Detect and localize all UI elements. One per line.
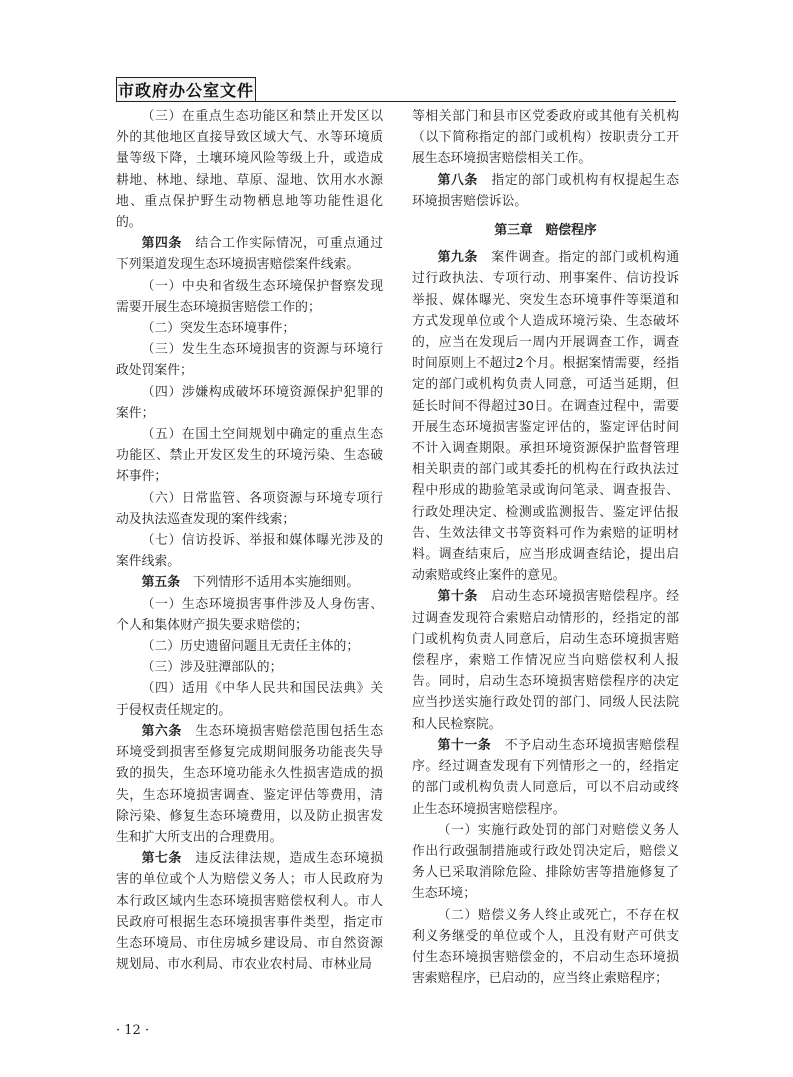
paragraph-text: （四）涉嫌构成破坏环境资源保护犯罪的案件； <box>116 384 383 421</box>
paragraph <box>116 276 383 318</box>
article-label: 第十条 <box>437 589 478 605</box>
article-paragraph <box>412 586 679 734</box>
paragraph <box>116 339 383 381</box>
paragraph <box>116 424 383 488</box>
paragraph-text: 结合工作实际情况，可重点通过下列渠道发现生态环境损害赔偿案件线索。 <box>116 236 384 273</box>
document-series-label <box>116 77 256 102</box>
paragraph-text: 等相关部门和县市区党委政府或其他有关机构（以下简称指定的部门或机构）按职责分工开展生态环境损害赔偿相关工作。 <box>412 109 679 167</box>
paragraph <box>412 905 679 990</box>
paragraph-text: （二）突发生态环境事件； <box>141 321 296 337</box>
paragraph-text: 指定的部门或机构有权提起生态环境损害赔偿诉讼。 <box>412 172 680 209</box>
paragraph-text: （三）涉及驻潭部队的； <box>141 660 283 676</box>
paragraph <box>116 382 383 424</box>
paragraph-text: （一）生态环境损害事件涉及人身伤害、个人和集体财产损失要求赔偿的； <box>116 596 383 633</box>
article-label: 第七条 <box>141 851 182 867</box>
paragraph-text: （二）赔偿义务人终止或死亡，不存在权利义务继受的单位或个人，且没有财产可供支付生态环境损害赔偿金的，不启动生态环境损害索赔程序，已启动的，应当终止索赔程序； <box>412 907 679 987</box>
paragraph <box>412 820 679 905</box>
paragraph-text: 违反法律法规，造成生态环境损害的单位或个人为赔偿义务人；市人民政府为本行政区域内生态环境损害赔偿权利人。市人民政府可根据生态环境损害事件类型，指定市生态环境局、市住房城乡建设局、市自然资源规划局、市水利局、市农业农村局、市林业局 <box>116 851 384 973</box>
paragraph-text: （五）在国土空间规划中确定的重点生态功能区、禁止开发区发生的环境污染、生态破坏事件； <box>116 427 383 485</box>
article-paragraph <box>412 247 679 586</box>
article-paragraph <box>412 170 679 212</box>
paragraph-text: （三）在重点生态功能区和禁止开发区以外的其他地区直接导致区域大气、水等环境质量等级下降，土壤环境风险等级上升，或造成耕地、林地、绿地、草原、湿地、饮用水水源地、重点保护野生动物栖息地等功能性退化的。 <box>116 109 383 231</box>
article-paragraph <box>116 848 383 975</box>
article-paragraph <box>116 233 383 275</box>
article-label: 第九条 <box>437 250 478 266</box>
paragraph <box>116 530 383 572</box>
article-paragraph <box>116 721 383 848</box>
paragraph-text: 不予启动生态环境损害赔偿程序。经过调查发现有下列情形之一的，经指定的部门或机构负责人同意后，可以不启动或终止生态环境损害赔偿程序。 <box>412 737 680 817</box>
paragraph-text: （一）实施行政处罚的部门对赔偿义务人作出行政强制措施或行政处罚决定后，赔偿义务人已采取消除危险、排除妨害等措施修复了生态环境； <box>412 822 679 902</box>
article-label: 第四条 <box>141 236 182 252</box>
paragraph-text: （二）历史遗留问题且无责任主体的； <box>141 639 360 655</box>
paragraph-text: 下列情形不适用本实施细则。 <box>192 575 360 591</box>
document-series-title: 市政府办公室文件 <box>117 81 254 100</box>
paragraph-text: 启动生态环境损害赔偿程序。经过调查发现符合索赔启动情形的，经指定的部门或机构负责人同意后，启动生态环境损害赔偿程序，索赔工作情况应当向赔偿权利人报告。同时，启动生态环境损害赔偿程序的决定应当抄送实施行政处罚的部门、同级人民法院和人民检察院。 <box>412 589 680 732</box>
article-label: 第六条 <box>141 723 182 739</box>
article-label: 第五条 <box>141 575 180 591</box>
header-rule <box>116 101 676 102</box>
paragraph <box>116 106 383 233</box>
chapter-heading: 第三章 赔偿程序 <box>494 223 597 239</box>
paragraph-text: 生态环境损害赔偿范围包括生态环境受到损害至修复完成期间服务功能丧失导致的损失，生态环境功能永久性损害造成的损失，生态环境损害调查、鉴定评估等费用，清除污染、修复生态环境费用，以及防止损害发生和扩大所支出的合理费用。 <box>116 723 384 845</box>
paragraph <box>116 678 383 720</box>
paragraph-text: （四）适用《中华人民共和国民法典》关于侵权责任规定的。 <box>116 681 383 718</box>
article-label: 第八条 <box>437 172 478 188</box>
article-paragraph <box>412 735 679 820</box>
paragraph-text: （三）发生生态环境损害的资源与环境行政处罚案件； <box>116 342 383 379</box>
right-column <box>412 106 679 989</box>
article-paragraph <box>116 572 383 593</box>
paragraph-text: 案件调查。指定的部门或机构通过行政执法、专项行动、刑事案件、信访投诉举报、媒体曝光、突发生态环境事件等渠道和方式发现单位或个人造成环境污染、生态破坏的，应当在发现后一周内开展调查工作，调查时间原则上不超过2个月。根据案情需要，经指定的部门或机构负责人同意，可适当延期，但延长时间不得超过30日。在调查过程中，需要开展生态环境损害鉴定评估的，鉴定评估时间不计入调查期限。承担环境资源保护监督管理相关职责的部门或其委托的机构在行政执法过程中形成的勘验笔录或询问笔录、调查报告、行政处理决定、检测或监测报告、鉴定评估报告、生效法律文书等资料可作为索赔的证明材料。调查结束后，应当形成调查结论，提出启动索赔或终止案件的意见。 <box>412 250 680 584</box>
article-label: 第十一条 <box>437 737 492 753</box>
paragraph-text: （七）信访投诉、举报和媒体曝光涉及的案件线索。 <box>116 533 383 570</box>
paragraph <box>412 106 679 170</box>
paragraph-text: （六）日常监管、各项资源与环境专项行动及执法巡查发现的案件线索； <box>116 490 383 527</box>
paragraph <box>116 636 383 657</box>
paragraph <box>116 318 383 339</box>
page-number: · 12 · <box>116 1023 150 1038</box>
left-column <box>116 106 383 975</box>
paragraph <box>116 488 383 530</box>
paragraph <box>116 657 383 678</box>
paragraph <box>116 594 383 636</box>
paragraph-text: （一）中央和省级生态环境保护督察发现需要开展生态环境损害赔偿工作的； <box>116 278 383 315</box>
